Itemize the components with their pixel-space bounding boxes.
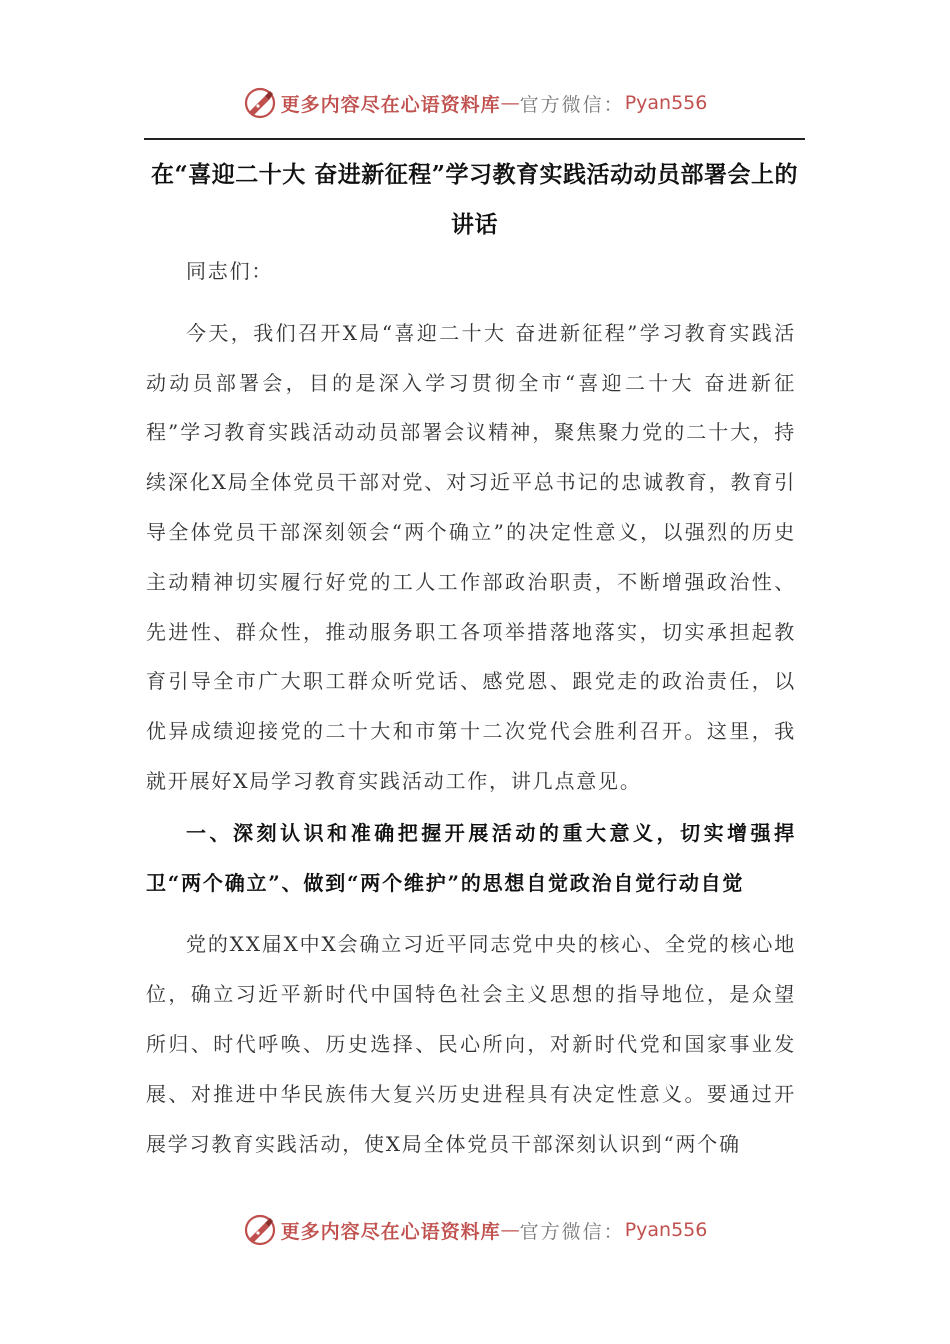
banner-label: 官方微信： (519, 1220, 625, 1243)
section-heading: 一、深刻认识和准确把握开展活动的重大意义，切实增强捍卫“两个确立”、做到“两个维护”的思想自觉政治自觉行动自觉 (146, 820, 796, 895)
banner-wechat-id: Pyan556 (624, 92, 708, 114)
banner-text: 更多内容尽在心语资料库 (280, 1220, 501, 1243)
body-paragraph: 今天，我们召开X局“喜迎二十大 奋进新征程”学习教育实践活动动员部署会，目的是深入学习贯彻全市“喜迎二十大 奋进新征程”学习教育实践活动动员部署会议精神，聚焦聚力党的二十大，持续深化X局全体党员干部对党、对习近平总书记的忠诚教育，教育引导全体党员干部深刻领会“两个确立”的决定性意义，以强烈的历史主动精神切实履行好党的工人工作部政治职责，不断增强政治性、先进性、群众性，推动服务职工各项举措落地落实，切实承担起教育引导全市广大职工群众听党话、感党恩、跟党走的政治责任，以优异成绩迎接党的二十大和市第十二次党代会胜利召开。这里，我就开展好X局学习教育实践活动工作，讲几点意见。 (146, 320, 796, 793)
banner-text: 更多内容尽在心语资料库 (280, 93, 501, 116)
header-banner (0, 83, 950, 123)
pen-nib-logo-icon (243, 86, 277, 120)
header-divider (144, 138, 805, 140)
footer-banner (0, 1210, 950, 1250)
body-paragraph: 党的XX届X中X会确立习近平同志党中央的核心、全党的核心地位，确立习近平新时代中国特色社会主义思想的指导地位，是众望所归、时代呼唤、历史选择、民心所向，对新时代党和国家事业发展、对推进中华民族伟大复兴历史进程具有决定性意义。要通过开展学习教育实践活动，使X局全体党员干部深刻认识到“两个确 (146, 932, 796, 1156)
pen-nib-logo-icon (243, 1213, 277, 1247)
document-title: 在“喜迎二十大 奋进新征程”学习教育实践活动动员部署会上的讲话 (151, 161, 798, 238)
salutation: 同志们： (186, 259, 274, 283)
banner-dash: — (500, 92, 520, 114)
banner-label: 官方微信： (519, 93, 625, 116)
banner-wechat-id: Pyan556 (624, 1219, 708, 1241)
document-body (146, 247, 796, 1169)
banner-dash: — (500, 1219, 520, 1241)
